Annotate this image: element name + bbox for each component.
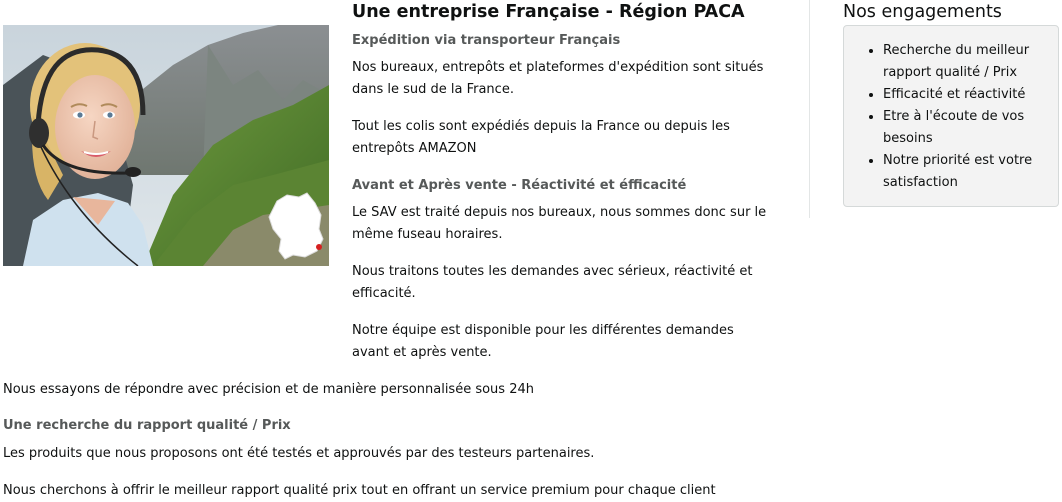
sav-paragraph-3: Notre équipe est disponible pour les différentes demandes avant et après vente. (352, 323, 734, 360)
engagement-item: • Recherche du meilleur rapport qualité / Prix (883, 40, 1043, 84)
shipping-paragraph-2: Tout les colis sont expédiés depuis la France ou depuis les entrepôts AMAZON (352, 119, 730, 156)
engagement-item: • Notre priorité est votre satisfaction (883, 150, 1043, 194)
engagements-title: Nos engagements (843, 2, 1002, 22)
sav-paragraph-4: Nous essayons de répondre avec précision et de manière personnalisée sous 24h (3, 382, 534, 397)
quality-heading: Une recherche du rapport qualité / Prix (3, 418, 291, 433)
sav-heading: Avant et Après vente - Réactivité et éfficacité (352, 178, 687, 193)
engagement-item: • Etre à l'écoute de vos besoins (883, 106, 1043, 150)
hero-image (3, 25, 329, 266)
column-divider (809, 0, 810, 218)
shipping-heading: Expédition via transporteur Français (352, 33, 621, 48)
quality-paragraph-2: Nous cherchons à offrir le meilleur rapport qualité prix tout en offrant un service premium pour chaque client (3, 483, 716, 498)
shipping-paragraph-1: Nos bureaux, entrepôts et plateformes d'expédition sont situés dans le sud de la France. (352, 60, 764, 97)
sav-paragraph-1: Le SAV est traité depuis nos bureaux, nous sommes donc sur le même fuseau horaires. (352, 205, 767, 242)
hero-illustration (3, 25, 329, 266)
engagements-list (844, 26, 1043, 194)
page-title: Une entreprise Française - Région PACA (352, 2, 745, 22)
engagements-box (843, 25, 1059, 207)
quality-paragraph-1: Les produits que nous proposons ont été testés et approuvés par des testeurs partenaires. (3, 446, 595, 461)
engagement-item: • Efficacité et réactivité (883, 84, 1043, 106)
sav-paragraph-2: Nous traitons toutes les demandes avec sérieux, réactivité et efficacité. (352, 264, 753, 301)
